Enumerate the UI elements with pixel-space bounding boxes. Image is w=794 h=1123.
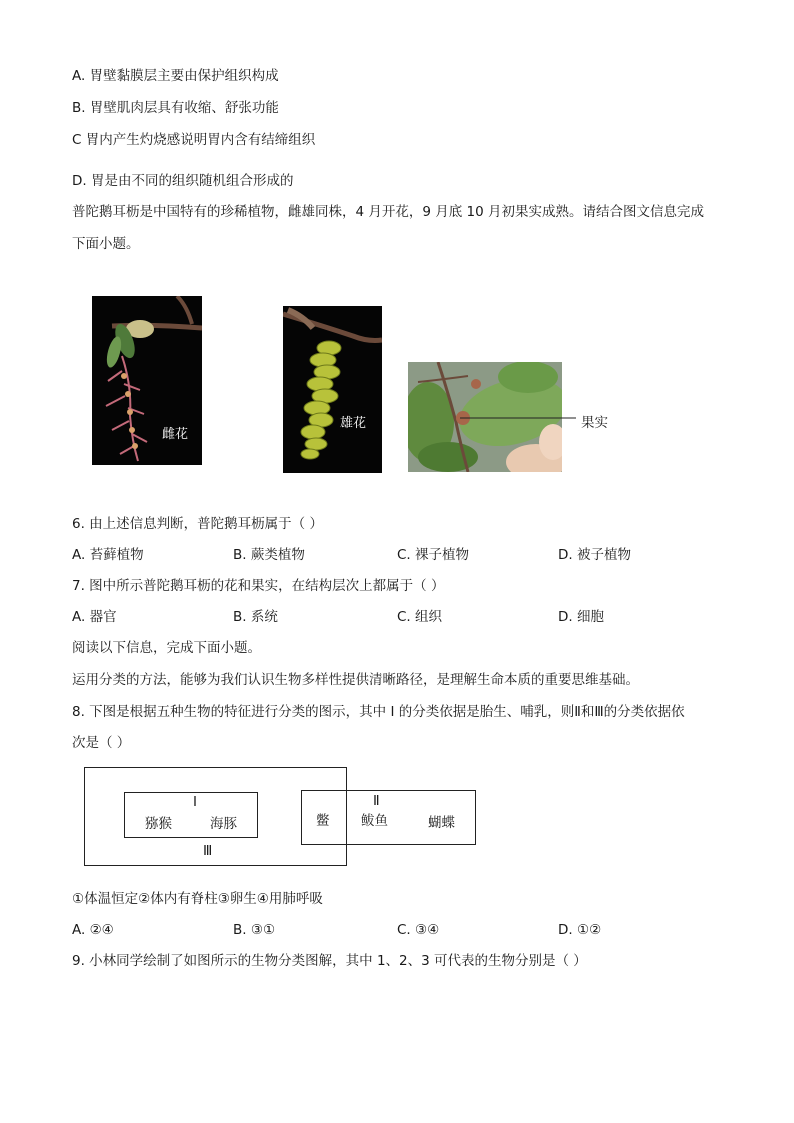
q5-option-c: C 胃内产生灼烧感说明胃内含有结缔组织 [72, 132, 316, 148]
animal-turtle: 鳖 [316, 813, 330, 829]
q8-criteria: ①体温恒定②体内有脊柱③卵生④用肺呼吸 [72, 891, 323, 907]
intro-paragraph-line1: 普陀鹅耳枥是中国特有的珍稀植物，雌雄同株，4 月开花，9 月底 10 月初果实成熟。请结合图文信息完成 [72, 204, 705, 220]
q7-stem: 7. 图中所示普陀鹅耳枥的花和果实，在结构层次上都属于（ ） [72, 578, 445, 594]
female-flower-label: 雌花 [162, 427, 189, 442]
fruit-label: 果实 [581, 415, 608, 431]
q8-stem-line1: 8. 下图是根据五种生物的特征进行分类的图示，其中 I 的分类依据是胎生、哺乳，则Ⅱ和Ⅲ的分类依据依 [72, 704, 685, 720]
q6-option-c: C. 裸子植物 [397, 547, 470, 563]
q7-option-b: B. 系统 [233, 609, 278, 625]
male-flower-photo [283, 306, 382, 473]
fruit-pointer-line [460, 413, 580, 423]
label-i: I [193, 794, 197, 810]
animal-butterfly: 蝴蝶 [428, 815, 455, 831]
female-flower-photo [92, 296, 202, 465]
q7-option-d: D. 细胞 [558, 609, 604, 625]
intro-paragraph-line2: 下面小题。 [72, 236, 140, 252]
q8-option-c: C. ③④ [397, 922, 440, 938]
q6-option-a: A. 苔藓植物 [72, 547, 144, 563]
q7-option-a: A. 器官 [72, 609, 117, 625]
q8-option-a: A. ②④ [72, 922, 114, 938]
animal-dolphin: 海豚 [210, 816, 237, 832]
q8-option-d: D. ①② [558, 922, 602, 938]
q9-stem: 9. 小林同学绘制了如图所示的生物分类图解，其中 1、2、3 可代表的生物分别是（ ） [72, 953, 587, 969]
label-iii: Ⅲ [203, 843, 213, 859]
q6-stem: 6. 由上述信息判断，普陀鹅耳枥属于（ ） [72, 516, 323, 532]
label-ii: Ⅱ [373, 793, 380, 809]
q8-stem-line2: 次是（ ） [72, 735, 131, 751]
q5-option-d: D. 胃是由不同的组织随机组合形成的 [72, 173, 294, 189]
q5-option-b: B. 胃壁肌肉层具有收缩、舒张功能 [72, 100, 279, 116]
q6-option-b: B. 蕨类植物 [233, 547, 305, 563]
classification-paragraph: 运用分类的方法，能够为我们认识生物多样性提供清晰路径，是理解生命本质的重要思维基础。 [72, 672, 639, 688]
q7-option-c: C. 组织 [397, 609, 443, 625]
male-flower-label: 雄花 [340, 416, 367, 431]
reading-prompt: 阅读以下信息，完成下面小题。 [72, 640, 261, 656]
q8-option-b: B. ③① [233, 922, 276, 938]
q5-option-a: A. 胃壁黏膜层主要由保护组织构成 [72, 68, 279, 84]
q6-option-d: D. 被子植物 [558, 547, 631, 563]
animal-mackerel: 鲅鱼 [361, 813, 388, 829]
animal-macaque: 猕猴 [145, 816, 172, 832]
